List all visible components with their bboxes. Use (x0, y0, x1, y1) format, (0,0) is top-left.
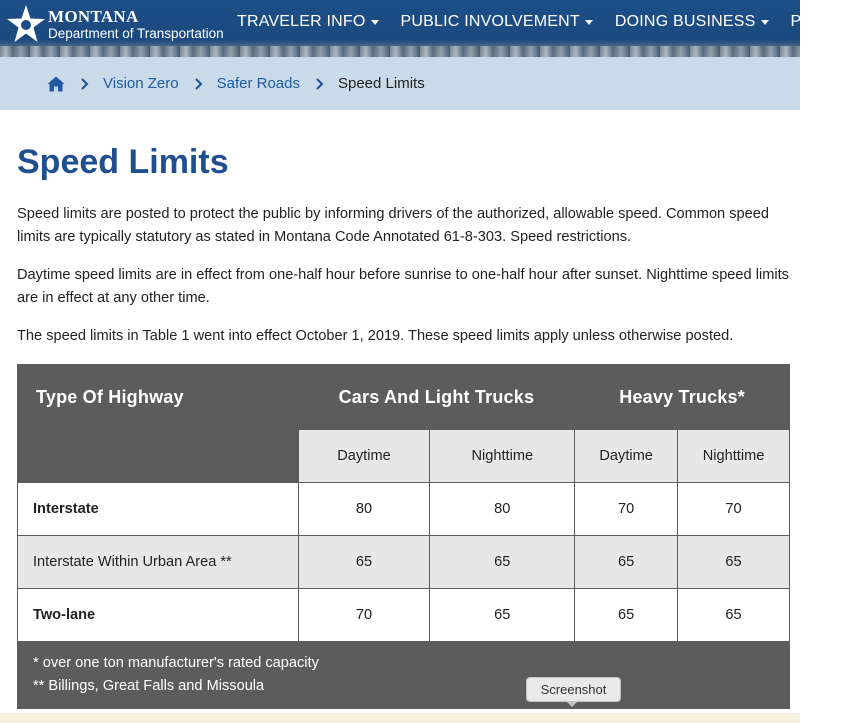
star-logo-icon (6, 4, 46, 44)
table-row (18, 536, 790, 589)
nav-item-label: DOING BUSINESS (614, 13, 756, 30)
header-photo-strip (0, 46, 800, 57)
header-cars-light-trucks: Cars And Light Trucks (298, 365, 575, 430)
footnote-urban-areas: ** Billings, Great Falls and Missoula (33, 678, 265, 694)
main-nav (237, 13, 855, 31)
page-title: Speed Limits (17, 143, 229, 181)
brand-title: MONTANA (48, 7, 139, 26)
table-cell: 65 (678, 536, 790, 589)
table-cell: 70 (678, 483, 790, 536)
row-label: Two-lane (18, 589, 299, 642)
main-content (17, 110, 790, 348)
chevron-right-icon (315, 78, 324, 90)
table-footnotes (18, 642, 790, 709)
nav-item-doing-business[interactable] (615, 13, 769, 31)
subheader-cars-nighttime: Nighttime (430, 430, 575, 483)
site-logo[interactable] (6, 4, 224, 44)
row-label: Interstate (18, 483, 299, 536)
breadcrumb-current: Speed Limits (337, 75, 425, 92)
subheader-heavy-nighttime: Nighttime (678, 430, 790, 483)
caret-down-icon (371, 20, 379, 25)
table-cell: 65 (678, 589, 790, 642)
speed-limits-table (17, 364, 790, 709)
table-cell: 80 (430, 483, 575, 536)
breadcrumb-vision-zero[interactable]: Vision Zero (103, 75, 179, 92)
nav-item-label: PUBL (790, 13, 834, 30)
table-cell: 70 (575, 483, 678, 536)
nav-item-traveler-info[interactable] (237, 13, 379, 31)
brand-subtitle: Department of Transportation (48, 26, 224, 41)
table-cell: 70 (298, 589, 430, 642)
logo-text (48, 4, 224, 42)
breadcrumb-safer-roads[interactable]: Safer Roads (216, 75, 300, 92)
table-row (18, 483, 790, 536)
subheader-cars-daytime: Daytime (298, 430, 430, 483)
subheader-heavy-daytime: Daytime (575, 430, 678, 483)
caret-down-icon (585, 20, 593, 25)
nav-item-public-involvement[interactable] (401, 13, 593, 31)
nav-item-publications[interactable] (791, 13, 834, 31)
nav-item-label: TRAVELER INFO (237, 13, 366, 30)
table-cell: 65 (430, 589, 575, 642)
intro-paragraph: Speed limits are posted to protect the public by informing drivers of the authorized, allowable speed. Common speed limits are typically statutory as stated in Montana Code Annotated 61-8-303. Speed restrictions. (17, 206, 769, 245)
table-footnotes-row (18, 642, 790, 709)
table-cell: 65 (430, 536, 575, 589)
chevron-right-icon (80, 78, 89, 90)
home-icon[interactable] (47, 76, 65, 92)
header-heavy-trucks: Heavy Trucks* (575, 365, 790, 430)
table-cell: 80 (298, 483, 430, 536)
footnote-heavy-trucks: * over one ton manufacturer's rated capacity (33, 655, 319, 671)
tooltip-arrow (566, 701, 578, 707)
table-row (18, 589, 790, 642)
table-cell: 65 (298, 536, 430, 589)
row-label: Interstate Within Urban Area ** (18, 536, 299, 589)
bottom-bar (0, 713, 800, 723)
effective-date-paragraph: The speed limits in Table 1 went into effect October 1, 2019. These speed limits apply unless otherwise posted. (17, 328, 734, 344)
table-cell: 65 (575, 589, 678, 642)
site-header (0, 0, 834, 57)
header-type-of-highway: Type Of Highway (18, 365, 299, 483)
caret-down-icon (761, 20, 769, 25)
table-cell: 65 (575, 536, 678, 589)
nav-item-label: PUBLIC INVOLVEMENT (400, 13, 580, 30)
breadcrumb (0, 57, 800, 110)
screenshot-tooltip: Screenshot (526, 677, 621, 702)
daytime-paragraph: Daytime speed limits are in effect from one-half hour before sunrise to one-half hour after sunset. Nighttime speed limits are in effect at any other time. (17, 267, 789, 306)
chevron-right-icon (194, 78, 203, 90)
